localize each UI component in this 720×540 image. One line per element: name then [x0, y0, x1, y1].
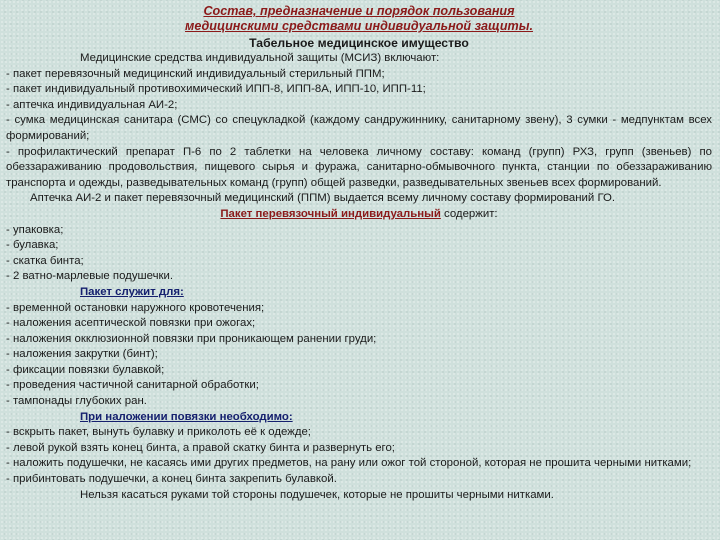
list-item: - 2 ватно-марлевые подушечки. — [6, 270, 174, 283]
list-item: - пакет перевязочный медицинский индивидуальный стерильный ППМ; — [6, 67, 385, 80]
list-item: - левой рукой взять конец бинта, а правой скатку бинта и развернуть его; — [6, 441, 395, 454]
intro-text: Медицинские средства индивидуальной защиты (МСИЗ) включают: — [80, 52, 440, 64]
list-item: - тампонады глубоких ран. — [6, 395, 147, 408]
list-item: - аптечка индивидуальная АИ-2; — [6, 98, 178, 111]
list-item: - булавка; — [6, 239, 59, 252]
list-item: - упаковка; — [6, 223, 64, 236]
list-item: - наложения асептической повязки при ожогах; — [6, 317, 256, 330]
warning-text: Нельзя касаться руками той стороны подушечек, которые не прошиты черными нитками. — [80, 488, 554, 501]
ppm-heading-emph: Пакет перевязочный индивидуальный — [220, 207, 441, 220]
list-item: - наложения окклюзионной повязки при проникающем ранении груди; — [6, 332, 377, 345]
list-item: - временной остановки наружного кровотечения; — [6, 301, 265, 314]
list-item: - наложить подушечки, не касаясь ими других предметов, на рану или ожог той стороной, которая не прошита черными нитками; — [6, 457, 692, 470]
list-item: - пакет индивидуальный противохимический ИПП-8, ИПП-8А, ИПП-10, ИПП-11; — [6, 83, 426, 96]
title-line-2: медицинскими средствами индивидуальной защиты. — [185, 19, 533, 33]
steps-heading: При наложении повязки необходимо: — [80, 410, 293, 423]
ppm-heading — [6, 207, 712, 223]
list-item: - фиксации повязки булавкой; — [6, 363, 165, 376]
ppm-heading-rest: содержит: — [440, 207, 498, 220]
list-item: - вскрыть пакет, вынуть булавку и приколоть её к одежде; — [6, 426, 311, 439]
title-line-1: Состав, предназначение и порядок пользования — [203, 4, 515, 18]
list-item: - прибинтовать подушечки, а конец бинта закрепить булавкой. — [6, 473, 337, 486]
subtitle: Табельное медицинское имущество — [249, 36, 469, 50]
issue-note: Аптечка АИ-2 и пакет перевязочный медицинский (ППМ) выдается всему личному составу формирований ГО. — [30, 192, 615, 205]
list-item: - сумка медицинская санитара (СМС) со спецукладкой (каждому сандружиннику, санитарному звену), 3 сумки - медпунктам всех формирований; — [6, 114, 712, 142]
list-item: - проведения частичной санитарной обработки; — [6, 379, 259, 392]
purpose-heading: Пакет служит для: — [80, 285, 184, 298]
list-item: - наложения закрутки (бинт); — [6, 348, 158, 361]
list-item: - профилактический препарат П-6 по 2 таблетки на человека личному составу: команд (групп) РХЗ, групп (звеньев) по обеззараживанию продовольствия, пищевого сырья и фуража, санитарно-обмывочного пункта, станции по обеззараживанию транспорта и одежды, разведывательных команд (групп) общей разведки, разведывательных звеньев всех формирований. — [6, 145, 712, 189]
list-item: - скатка бинта; — [6, 254, 84, 267]
